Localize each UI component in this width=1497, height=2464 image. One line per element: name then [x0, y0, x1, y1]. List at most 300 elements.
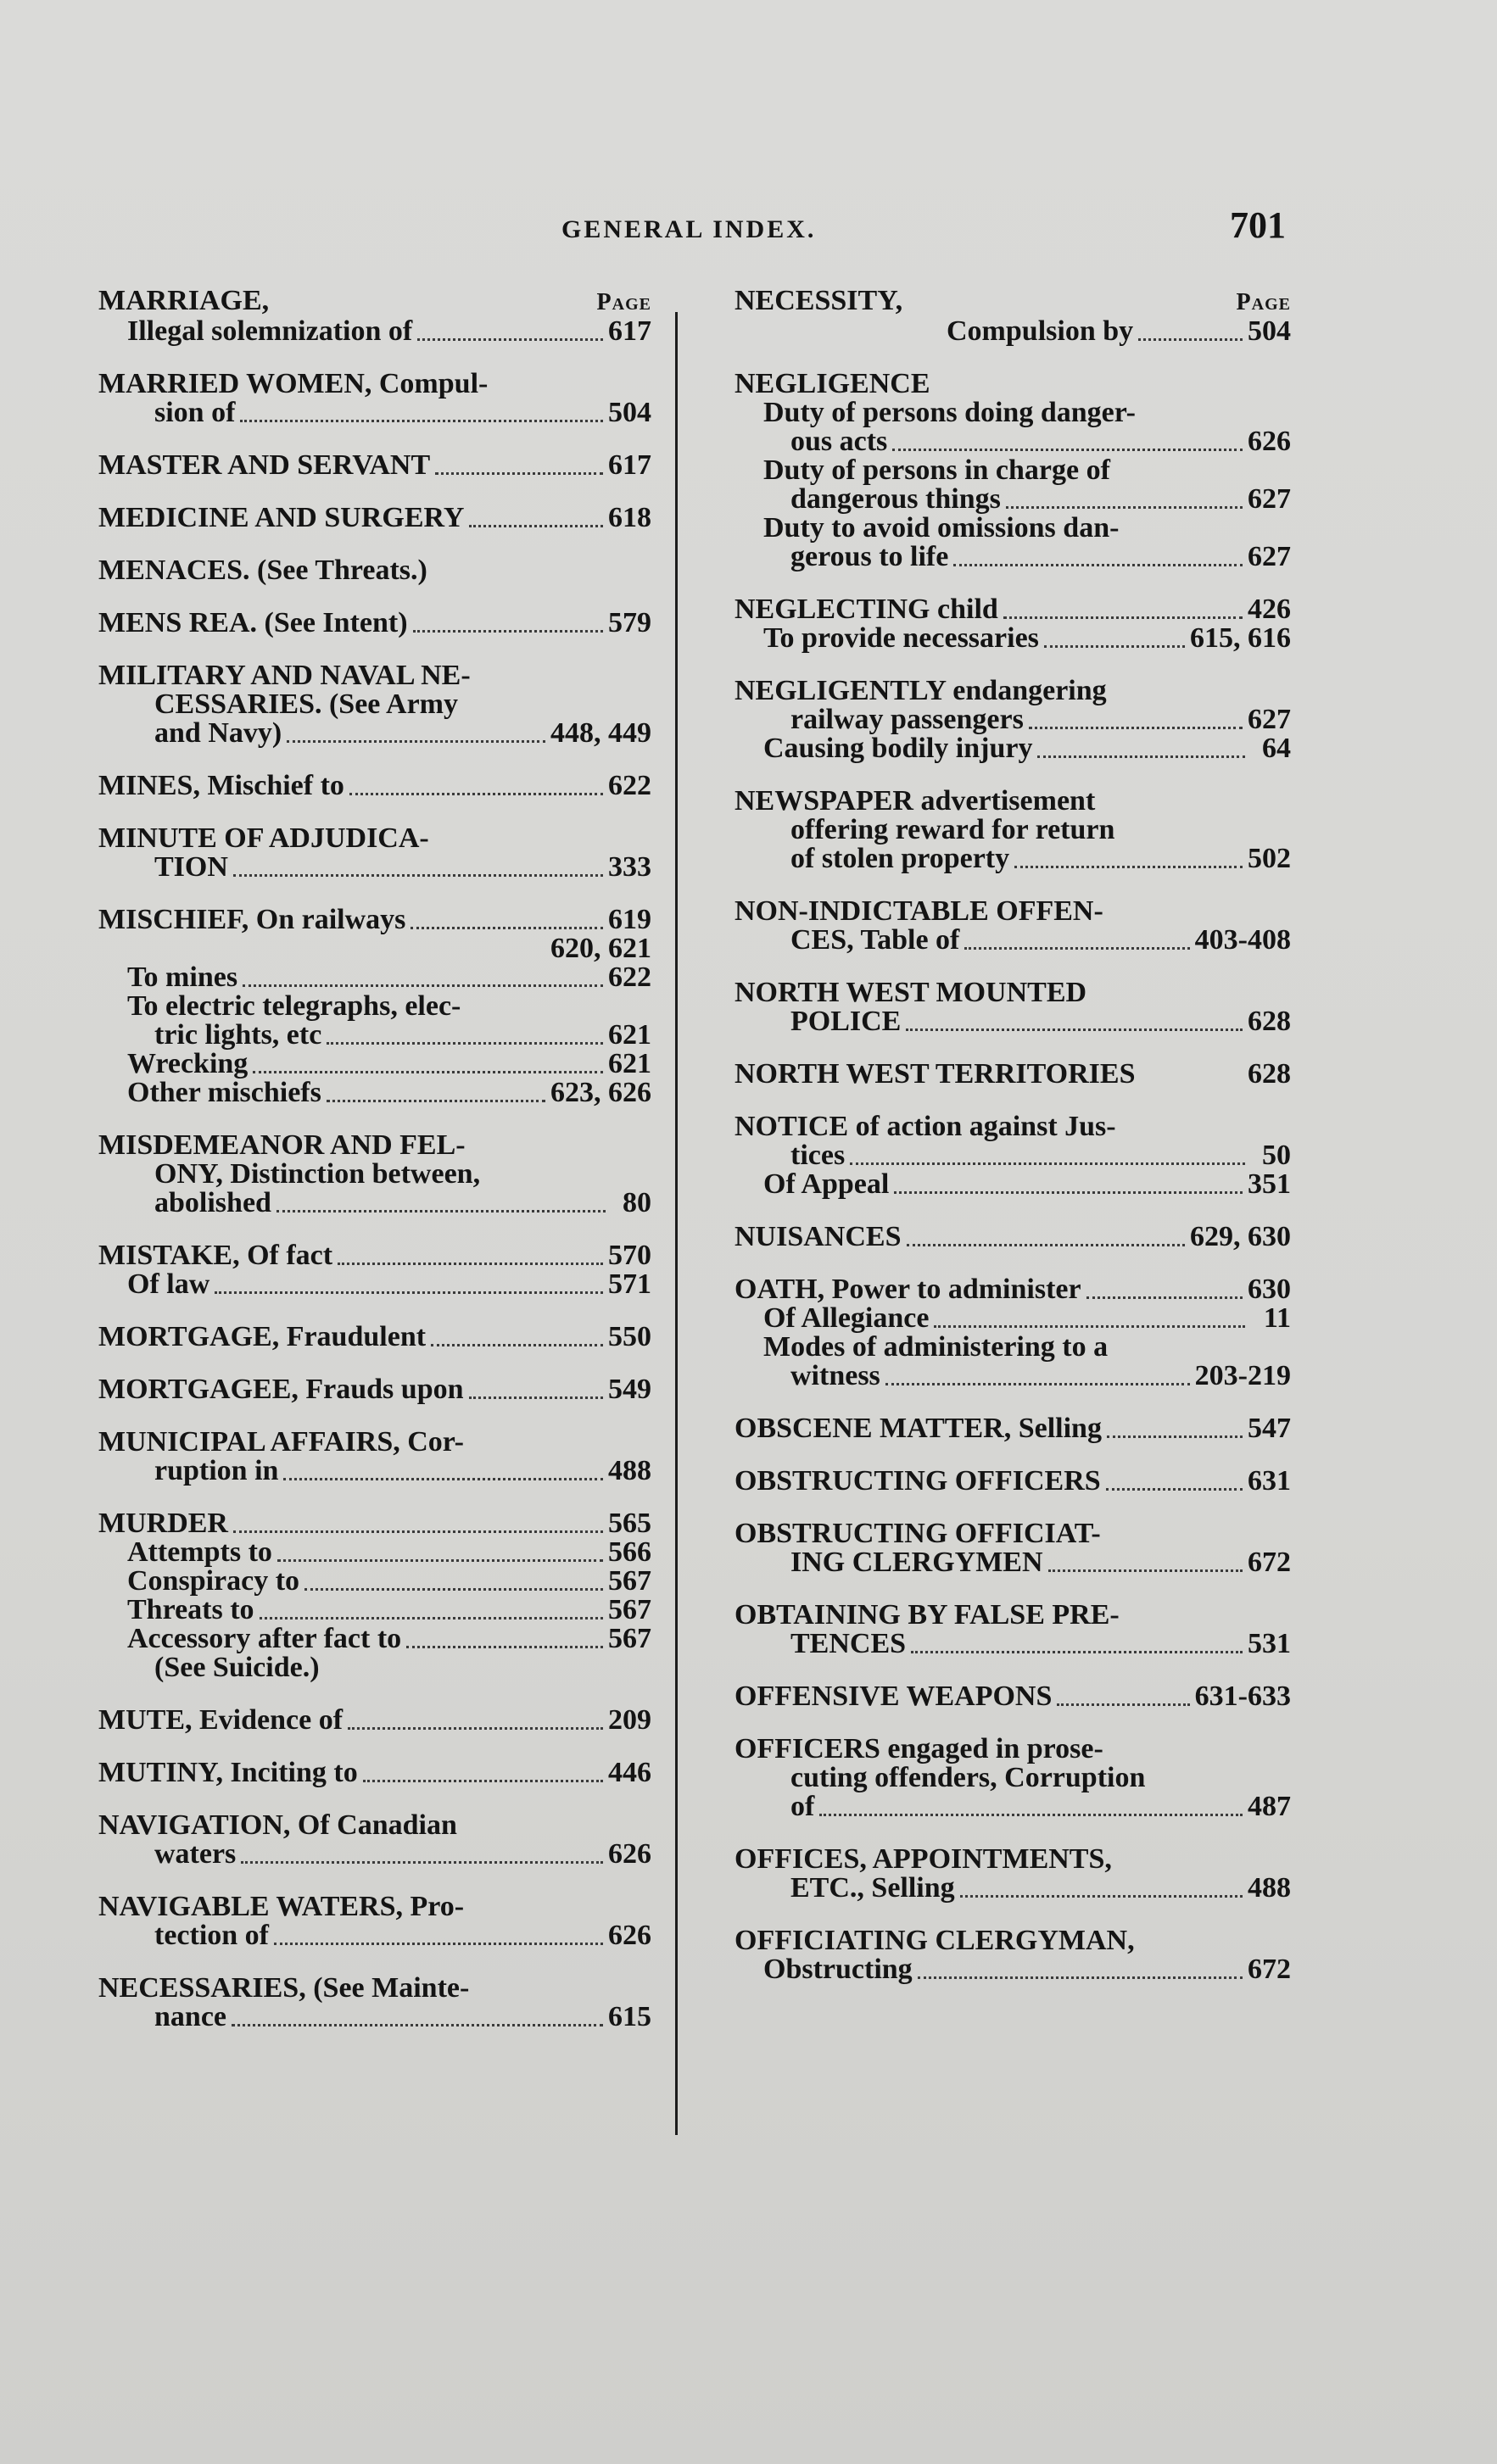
leader-dots	[240, 415, 603, 422]
entry-text: tices	[790, 1140, 846, 1171]
index-entry	[98, 1893, 651, 1950]
entry-text: MUTE, Evidence of	[98, 1704, 344, 1736]
entry-heading	[735, 1845, 1291, 1874]
index-entry	[735, 978, 1291, 1036]
leader-dots	[1029, 722, 1243, 729]
entry-heading	[98, 1706, 651, 1735]
leader-dots	[338, 1257, 603, 1265]
entry-text: MUTINY, Inciting to	[98, 1757, 358, 1788]
entry-text: Duty to avoid omissions dan-	[763, 512, 1120, 544]
entry-text: MEDICINE AND SURGERY	[98, 502, 465, 533]
leader-dots	[304, 1583, 603, 1591]
page-reference: 504	[608, 397, 651, 428]
index-entry	[735, 370, 1291, 571]
page-reference: 628	[1248, 1058, 1291, 1090]
index-entry	[98, 1759, 651, 1787]
page-reference: 615, 616	[1190, 622, 1291, 654]
entry-text: NAVIGATION, Of Canadian	[98, 1809, 457, 1841]
page-reference: 622	[608, 770, 651, 801]
page-reference: 617	[608, 315, 651, 347]
page-reference: 571	[608, 1268, 651, 1300]
entry-text: nance	[154, 2001, 226, 2032]
entry-text: sion of	[154, 397, 236, 428]
entry-text: Illegal solemnization of	[127, 315, 413, 347]
page-reference: 403-408	[1194, 924, 1291, 956]
page-reference: 550	[608, 1321, 651, 1352]
entry-text: Accessory after fact to	[127, 1623, 402, 1654]
leader-dots	[241, 1856, 603, 1864]
entry-subline	[735, 734, 1291, 763]
page-reference: 626	[1248, 426, 1291, 457]
index-entry	[735, 1845, 1291, 1903]
entry-text: Compulsion by	[947, 315, 1134, 347]
entry-text: of	[790, 1791, 815, 1822]
page-reference: 629, 630	[1190, 1221, 1291, 1252]
entry-text: NECESSARIES, (See Mainte-	[98, 1972, 470, 2004]
entry-subline	[98, 1596, 651, 1625]
leader-dots	[327, 1037, 603, 1045]
leader-dots	[233, 869, 603, 877]
entry-text: MARRIAGE,	[98, 285, 270, 316]
index-entry	[735, 1519, 1291, 1577]
entry-text: OFFICERS engaged in prose-	[735, 1733, 1103, 1764]
leader-dots	[1086, 1291, 1243, 1299]
entry-text: OFFENSIVE WEAPONS	[735, 1681, 1053, 1712]
index-entry	[735, 287, 1291, 346]
entry-heading	[98, 370, 651, 399]
leader-dots	[276, 1205, 606, 1212]
column-divider	[675, 312, 678, 2135]
entry-text: NAVIGABLE WATERS, Pro-	[98, 1891, 465, 1922]
page-reference: 626	[608, 1838, 651, 1870]
entry-heading	[98, 1323, 651, 1352]
leader-dots	[894, 1186, 1243, 1194]
index-entry	[98, 1509, 651, 1682]
entry-heading	[98, 1428, 651, 1457]
leader-dots	[1107, 1430, 1243, 1438]
index-entry	[735, 1735, 1291, 1821]
entry-text: OBTAINING BY FALSE PRE-	[735, 1599, 1120, 1631]
entry-subline	[98, 1625, 651, 1653]
entry-heading	[735, 1601, 1291, 1630]
entry-subline	[98, 2003, 651, 2032]
page-number: 701	[1230, 204, 1286, 246]
page-reference: 628	[1248, 1006, 1291, 1037]
entry-text: NORTH WEST MOUNTED	[735, 977, 1087, 1008]
leader-dots	[1044, 640, 1185, 648]
page-reference: 333	[608, 851, 651, 883]
entry-heading	[735, 1735, 1291, 1764]
page-reference: 621	[608, 1048, 651, 1079]
leader-dots	[1037, 750, 1245, 758]
page-reference: 627	[1248, 704, 1291, 735]
index-entry	[98, 906, 651, 1107]
leader-dots	[918, 1971, 1243, 1979]
page-reference: 549	[608, 1374, 651, 1405]
index-entry	[98, 287, 651, 346]
leader-dots	[964, 942, 1189, 950]
entry-text: cuting offenders, Corruption	[790, 1762, 1146, 1793]
page-reference: 615	[608, 2001, 651, 2032]
entry-text: MINES, Mischief to	[98, 770, 344, 801]
entry-text: Causing bodily injury	[763, 733, 1033, 764]
page-reference: 567	[608, 1565, 651, 1597]
leader-dots	[232, 2019, 603, 2026]
page-reference: 621	[608, 1019, 651, 1051]
entry-text: OFFICIATING CLERGYMAN,	[735, 1925, 1135, 1956]
entry-subline	[735, 1362, 1291, 1391]
entry-text: NON-INDICTABLE OFFEN-	[735, 895, 1103, 927]
entry-text: railway passengers	[790, 704, 1024, 735]
entry-subline	[735, 845, 1291, 873]
page-reference: 630	[1248, 1274, 1291, 1305]
entry-text: waters	[154, 1838, 237, 1870]
leader-dots	[953, 559, 1243, 566]
leader-dots	[411, 922, 603, 929]
page-reference: 64	[1262, 733, 1291, 764]
page-reference: 50	[1262, 1140, 1291, 1171]
page-reference: 448, 449	[550, 717, 651, 749]
index-entry	[98, 504, 651, 532]
entry-text: OATH, Power to administer	[735, 1274, 1081, 1305]
entry-heading	[98, 1509, 651, 1538]
left-index-column	[98, 287, 651, 2055]
index-entry	[98, 1974, 651, 2032]
leader-dots	[283, 1473, 603, 1480]
index-entry	[735, 677, 1291, 763]
entry-heading	[98, 1811, 651, 1840]
entry-heading	[735, 1112, 1291, 1141]
entry-subline	[735, 705, 1291, 734]
entry-heading	[735, 677, 1291, 705]
entry-subline	[735, 816, 1291, 845]
entry-subline	[98, 934, 651, 963]
index-entry	[735, 1414, 1291, 1443]
page-reference: 531	[1248, 1628, 1291, 1659]
entry-subline	[735, 485, 1291, 514]
page-reference: 631-633	[1194, 1681, 1291, 1712]
entry-heading	[98, 772, 651, 800]
leader-dots	[1057, 1698, 1189, 1706]
entry-subline	[735, 1141, 1291, 1170]
entry-text: gerous to life	[790, 541, 949, 572]
page-reference: 426	[1248, 594, 1291, 625]
entry-text: and Navy)	[154, 717, 282, 749]
entry-subline	[735, 1007, 1291, 1036]
entry-heading	[98, 1131, 651, 1160]
leader-dots	[819, 1809, 1243, 1816]
entry-text: Wrecking	[127, 1048, 249, 1079]
index-entry	[735, 1060, 1291, 1089]
entry-subline	[735, 1874, 1291, 1903]
entry-subline	[98, 1567, 651, 1596]
entry-heading	[735, 1223, 1291, 1252]
entry-text: Duty of persons in charge of	[763, 454, 1110, 486]
index-entry	[98, 1706, 651, 1735]
entry-text: Other mischiefs	[127, 1077, 321, 1108]
entry-heading	[735, 1682, 1291, 1711]
entry-text: NORTH WEST TERRITORIES	[735, 1058, 1136, 1090]
entry-subline	[735, 1955, 1291, 1984]
entry-text: TENCES	[790, 1628, 907, 1659]
entry-text: POLICE	[790, 1006, 902, 1037]
entry-text: tric lights, etc	[154, 1019, 322, 1051]
page-reference: 209	[608, 1704, 651, 1736]
index-entry	[98, 1428, 651, 1486]
entry-text: NEGLIGENCE	[735, 368, 930, 399]
right-index-column	[735, 287, 1291, 2008]
leader-dots	[431, 1339, 603, 1346]
entry-text: MORTGAGEE, Frauds upon	[98, 1374, 464, 1405]
entry-subline	[735, 1792, 1291, 1821]
entry-subline	[735, 427, 1291, 456]
entry-subline	[98, 1840, 651, 1869]
page-reference: 626	[608, 1920, 651, 1951]
entry-subline	[98, 719, 651, 748]
index-entry	[98, 556, 651, 585]
leader-dots	[960, 1890, 1243, 1898]
page-reference: 619	[608, 904, 651, 935]
entry-text: NOTICE of action against Jus-	[735, 1111, 1116, 1142]
page-reference: 351	[1248, 1168, 1291, 1200]
entry-subline	[735, 543, 1291, 571]
entry-subline	[735, 1764, 1291, 1792]
entry-text: Threats to	[127, 1594, 254, 1625]
entry-text: OFFICES, APPOINTMENTS,	[735, 1843, 1112, 1875]
entry-text: ruption in	[154, 1455, 279, 1486]
leader-dots	[363, 1775, 603, 1782]
page-reference: 203-219	[1194, 1360, 1291, 1391]
page-reference: 488	[608, 1455, 651, 1486]
entry-text: MINUTE OF ADJUDICA-	[98, 822, 429, 854]
leader-dots	[435, 467, 603, 475]
index-entry	[98, 772, 651, 800]
entry-text: To electric telegraphs, elec-	[127, 990, 461, 1022]
index-entry	[98, 1131, 651, 1218]
entry-heading	[98, 609, 651, 638]
leader-dots	[274, 1937, 603, 1945]
entry-text: CES, Table of	[790, 924, 960, 956]
page-reference: 672	[1248, 1547, 1291, 1578]
index-entry	[735, 1223, 1291, 1252]
entry-text: of stolen property	[790, 843, 1010, 874]
leader-dots	[233, 1525, 603, 1533]
entry-subline	[735, 317, 1291, 346]
leader-dots	[1003, 611, 1243, 619]
entry-text: OBSTRUCTING OFFICERS	[735, 1465, 1101, 1497]
entry-subline	[98, 1921, 651, 1950]
leader-dots	[469, 520, 603, 527]
entry-subline	[98, 853, 651, 882]
leader-dots	[327, 1095, 545, 1102]
entry-heading	[735, 1926, 1291, 1955]
entry-subline	[98, 992, 651, 1021]
entry-text: MISCHIEF, On railways	[98, 904, 406, 935]
page-reference: 579	[608, 607, 651, 638]
entry-text: witness	[790, 1360, 880, 1391]
entry-subline	[98, 1079, 651, 1107]
entry-text: CESSARIES. (See Army	[154, 688, 458, 720]
leader-dots	[907, 1239, 1186, 1246]
entry-heading	[735, 1414, 1291, 1443]
entry-heading	[735, 287, 1291, 317]
page-reference: 620, 621	[550, 933, 651, 964]
page-reference: 547	[1248, 1413, 1291, 1444]
page-reference: 618	[608, 502, 651, 533]
page-reference: 627	[1248, 541, 1291, 572]
leader-dots	[892, 443, 1243, 451]
entry-text: To provide necessaries	[763, 622, 1039, 654]
entry-heading	[98, 1974, 651, 2003]
entry-text: Of Allegiance	[763, 1302, 930, 1334]
page-reference: 565	[608, 1508, 651, 1539]
entry-text: MISDEMEANOR AND FEL-	[98, 1129, 466, 1161]
entry-heading	[735, 1060, 1291, 1089]
entry-text: Duty of persons doing danger-	[763, 397, 1136, 428]
entry-text: OBSCENE MATTER, Selling	[735, 1413, 1102, 1444]
entry-text: ous acts	[790, 426, 888, 457]
leader-dots	[260, 1612, 603, 1619]
entry-text: NEWSPAPER advertisement	[735, 785, 1096, 817]
entry-heading	[735, 595, 1291, 624]
entry-text: dangerous things	[790, 483, 1001, 515]
entry-text: MARRIED WOMEN, Compul-	[98, 368, 489, 399]
index-entry	[98, 370, 651, 427]
index-entry	[735, 1926, 1291, 1984]
entry-subline	[735, 1304, 1291, 1333]
entry-heading	[98, 1759, 651, 1787]
entry-text: MENACES. (See Threats.)	[98, 555, 427, 586]
entry-subline	[98, 1160, 651, 1189]
entry-subline	[735, 456, 1291, 485]
entry-text: NECESSITY,	[735, 285, 903, 316]
entry-subline	[735, 514, 1291, 543]
entry-subline	[98, 1021, 651, 1050]
entry-text: TION	[154, 851, 228, 883]
entry-text: Of Appeal	[763, 1168, 890, 1200]
page-reference: 623, 626	[550, 1077, 651, 1108]
entry-heading	[98, 1241, 651, 1270]
leader-dots	[277, 1554, 603, 1562]
leader-dots	[1048, 1564, 1243, 1572]
index-entry	[98, 451, 651, 480]
page-reference: 11	[1263, 1302, 1291, 1334]
entry-subline	[735, 399, 1291, 427]
index-entry	[735, 1275, 1291, 1391]
page-reference: 80	[623, 1187, 651, 1218]
entry-text: ING CLERGYMEN	[790, 1547, 1043, 1578]
entry-heading	[98, 451, 651, 480]
entry-text: ETC., Selling	[790, 1872, 955, 1904]
entry-subline	[735, 926, 1291, 955]
entry-heading	[735, 787, 1291, 816]
entry-heading	[98, 504, 651, 532]
entry-text: Modes of administering to a	[763, 1331, 1109, 1363]
entry-text: Obstructing	[763, 1954, 913, 1985]
entry-text: Of law	[127, 1268, 210, 1300]
page-reference: 502	[1248, 843, 1291, 874]
page-reference: 570	[608, 1240, 651, 1271]
page-column-label: Page	[1236, 289, 1291, 315]
page-header	[0, 203, 1497, 263]
entry-text: MENS REA. (See Intent)	[98, 607, 408, 638]
index-entry	[98, 1323, 651, 1352]
leader-dots	[417, 333, 603, 341]
index-entry	[98, 661, 651, 748]
leader-dots	[406, 1641, 603, 1648]
entry-text: abolished	[154, 1187, 271, 1218]
page-reference: 567	[608, 1594, 651, 1625]
index-entry	[98, 609, 651, 638]
page-reference: 567	[608, 1623, 651, 1654]
leader-dots	[1014, 861, 1243, 868]
entry-heading	[735, 1519, 1291, 1548]
entry-heading	[98, 1375, 651, 1404]
index-entry	[98, 1375, 651, 1404]
page-reference: 672	[1248, 1954, 1291, 1985]
index-entry	[735, 1467, 1291, 1496]
page-reference: 446	[608, 1757, 651, 1788]
entry-subline	[98, 690, 651, 719]
entry-subline	[98, 963, 651, 992]
page-reference: 504	[1248, 315, 1291, 347]
leader-dots	[1006, 501, 1243, 509]
entry-text: tection of	[154, 1920, 270, 1951]
entry-text: Conspiracy to	[127, 1565, 300, 1597]
entry-heading	[735, 978, 1291, 1007]
entry-heading	[735, 1275, 1291, 1304]
entry-subline	[98, 399, 651, 427]
entry-text: ONY, Distinction between,	[154, 1158, 481, 1190]
entry-text: To mines	[127, 962, 238, 993]
entry-text: MUNICIPAL AFFAIRS, Cor-	[98, 1426, 464, 1458]
page-column-label: Page	[596, 289, 651, 315]
entry-text: MORTGAGE, Fraudulent	[98, 1321, 427, 1352]
leader-dots	[1106, 1483, 1243, 1491]
page-reference: 622	[608, 962, 651, 993]
entry-text: offering reward for return	[790, 814, 1115, 845]
entry-heading	[98, 906, 651, 934]
entry-heading	[98, 1893, 651, 1921]
leader-dots	[850, 1157, 1245, 1165]
entry-text: MASTER AND SERVANT	[98, 449, 431, 481]
leader-dots	[349, 788, 603, 795]
entry-subline	[98, 1457, 651, 1486]
leader-dots	[469, 1391, 603, 1399]
entry-heading	[735, 1467, 1291, 1496]
entry-heading	[735, 897, 1291, 926]
entry-subline	[735, 1170, 1291, 1199]
index-entry	[735, 787, 1291, 873]
leader-dots	[1138, 333, 1243, 341]
entry-text: MISTAKE, Of fact	[98, 1240, 333, 1271]
entry-subline	[98, 1189, 651, 1218]
page-reference: 488	[1248, 1872, 1291, 1904]
index-entry	[98, 1811, 651, 1869]
leader-dots	[906, 1023, 1243, 1031]
entry-subline	[98, 1270, 651, 1299]
page-reference: 617	[608, 449, 651, 481]
entry-subline	[735, 1333, 1291, 1362]
entry-heading	[98, 287, 651, 317]
entry-text: NUISANCES	[735, 1221, 902, 1252]
entry-subline	[98, 1050, 651, 1079]
entry-text: MURDER	[98, 1508, 228, 1539]
index-entry	[735, 1112, 1291, 1199]
entry-subline	[98, 1653, 651, 1682]
entry-text: Attempts to	[127, 1536, 272, 1568]
leader-dots	[253, 1066, 603, 1073]
